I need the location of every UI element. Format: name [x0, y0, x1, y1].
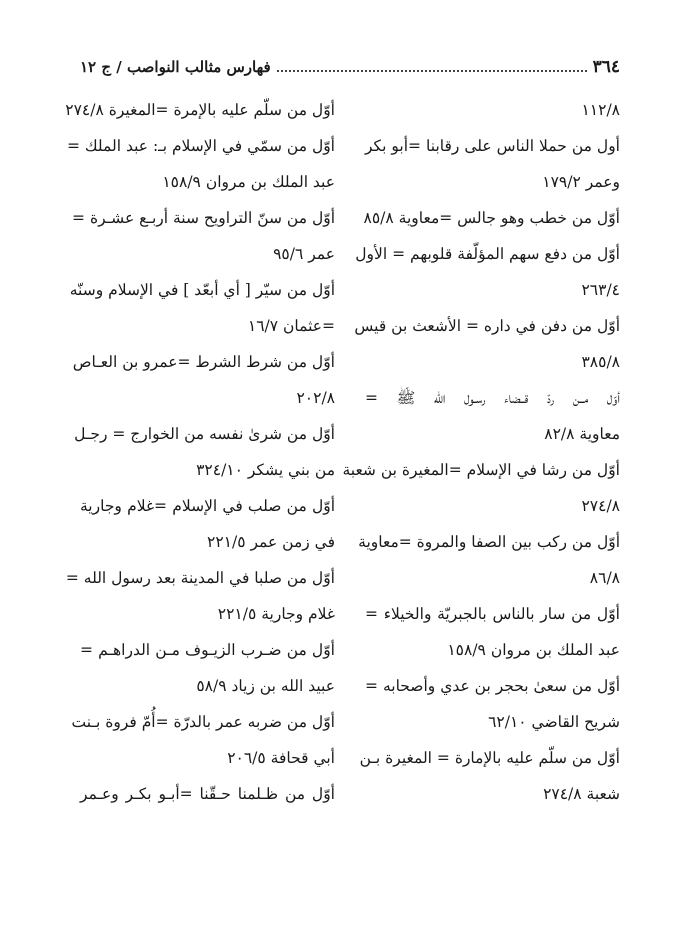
index-line: أوّل من دفع سهم المؤلّفة قلوبهم = الأول	[355, 245, 620, 263]
index-line: عمر ٩٥/٦	[273, 245, 335, 263]
index-line: عبد الملك بن مروان ١٥٨/٩	[162, 173, 335, 191]
index-line: أوّل من صلب في الإسلام =غلام وجارية	[80, 497, 335, 515]
index-line: أوّل من سعىٰ بحجر بن عدي وأصحابه =	[365, 677, 620, 695]
index-line: وعمر ١٧٩/٢	[542, 173, 620, 191]
index-line: ٣٨٥/٨	[581, 353, 620, 371]
index-line: أوّل من ركب بين الصفا والمروة =معاوية	[358, 533, 620, 551]
index-line: أوّل من خطب وهو جالس =معاوية ٨٥/٨	[363, 209, 620, 227]
index-line: أوّل مــن ردّ قــضاء رسـول الله ﷺ =	[365, 389, 620, 407]
index-line: ١١٢/٨	[581, 101, 620, 119]
index-line: أوّل من سمّي في الإسلام بـ: عبد الملك =	[66, 137, 335, 155]
index-line: أوّل من سلّم عليه بالإمارة = المغيرة بـن	[359, 749, 620, 767]
index-line: شعبة ٢٧٤/٨	[543, 785, 620, 803]
index-line: غلام وجارية ٢٢١/٥	[217, 605, 335, 623]
index-line: أوّل من ظـلمنا حـقّنا =أبـو بكـر وعـمر	[80, 785, 335, 803]
index-line: معاوية ٨٢/٨	[544, 425, 620, 443]
running-title: فهارس مثالب النواصب / ج ١٢	[80, 58, 271, 76]
index-line: أبي قحافة ٢٠٦/٥	[227, 749, 335, 767]
page-number: ٣٦٤	[592, 57, 620, 77]
index-line: أوّل من رشا في الإسلام =المغيرة بن شعبة	[342, 461, 620, 479]
index-line: ٨٦/٨	[589, 569, 620, 587]
index-line: ٢٦٣/٤	[581, 281, 620, 299]
index-line: أوّل من صلبا في المدينة بعد رسول الله =	[65, 569, 335, 587]
right-column	[342, 92, 620, 812]
index-line: من بني يشكر ٣٢٤/١٠	[196, 461, 335, 479]
left-column	[65, 92, 335, 812]
index-line: شريح القاضي ٦٢/١٠	[488, 713, 620, 731]
index-line: أوّل من شرىٰ نفسه من الخوارج = رجـل	[74, 425, 335, 443]
index-line: أوّل من سنّ التراويح سنة أربـع عشـرة =	[72, 209, 335, 227]
index-line: عبيد الله بن زياد ٥٨/٩	[196, 677, 335, 695]
index-line: أوّل من سلّم عليه بالإمرة =المغيرة ٢٧٤/٨	[65, 101, 335, 119]
index-line: أوّل من ضربه عمر بالدرّة =أُمّ فروة بـنت	[71, 713, 335, 731]
index-columns	[65, 92, 620, 812]
index-line: ٢٧٤/٨	[581, 497, 620, 515]
index-line: أوّل من سار بالناس بالجبريّة والخيلاء =	[365, 605, 620, 623]
index-line: ٢٠٢/٨	[296, 389, 335, 407]
index-line: عبد الملك بن مروان ١٥٨/٩	[447, 641, 620, 659]
index-line: أوّل من شرط الشرط =عمرو بن العـاص	[72, 353, 335, 371]
header-dotted-leader	[277, 70, 587, 72]
index-line: أول من حملا الناس على رقابنا =أبو بكر	[365, 137, 620, 155]
page-header	[80, 52, 620, 82]
index-line: أوّل من دفن في داره = الأشعث بن قيس	[354, 317, 620, 335]
index-line: في زمن عمر ٢٢١/٥	[207, 533, 335, 551]
index-line: =عثمان ١٦/٧	[247, 317, 335, 335]
index-line: أوّل من سيّر [ أي أبعّد ] في الإسلام وسنّه	[69, 281, 335, 299]
index-line: أوّل من ضـرب الزيـوف مـن الدراهـم =	[80, 641, 335, 659]
